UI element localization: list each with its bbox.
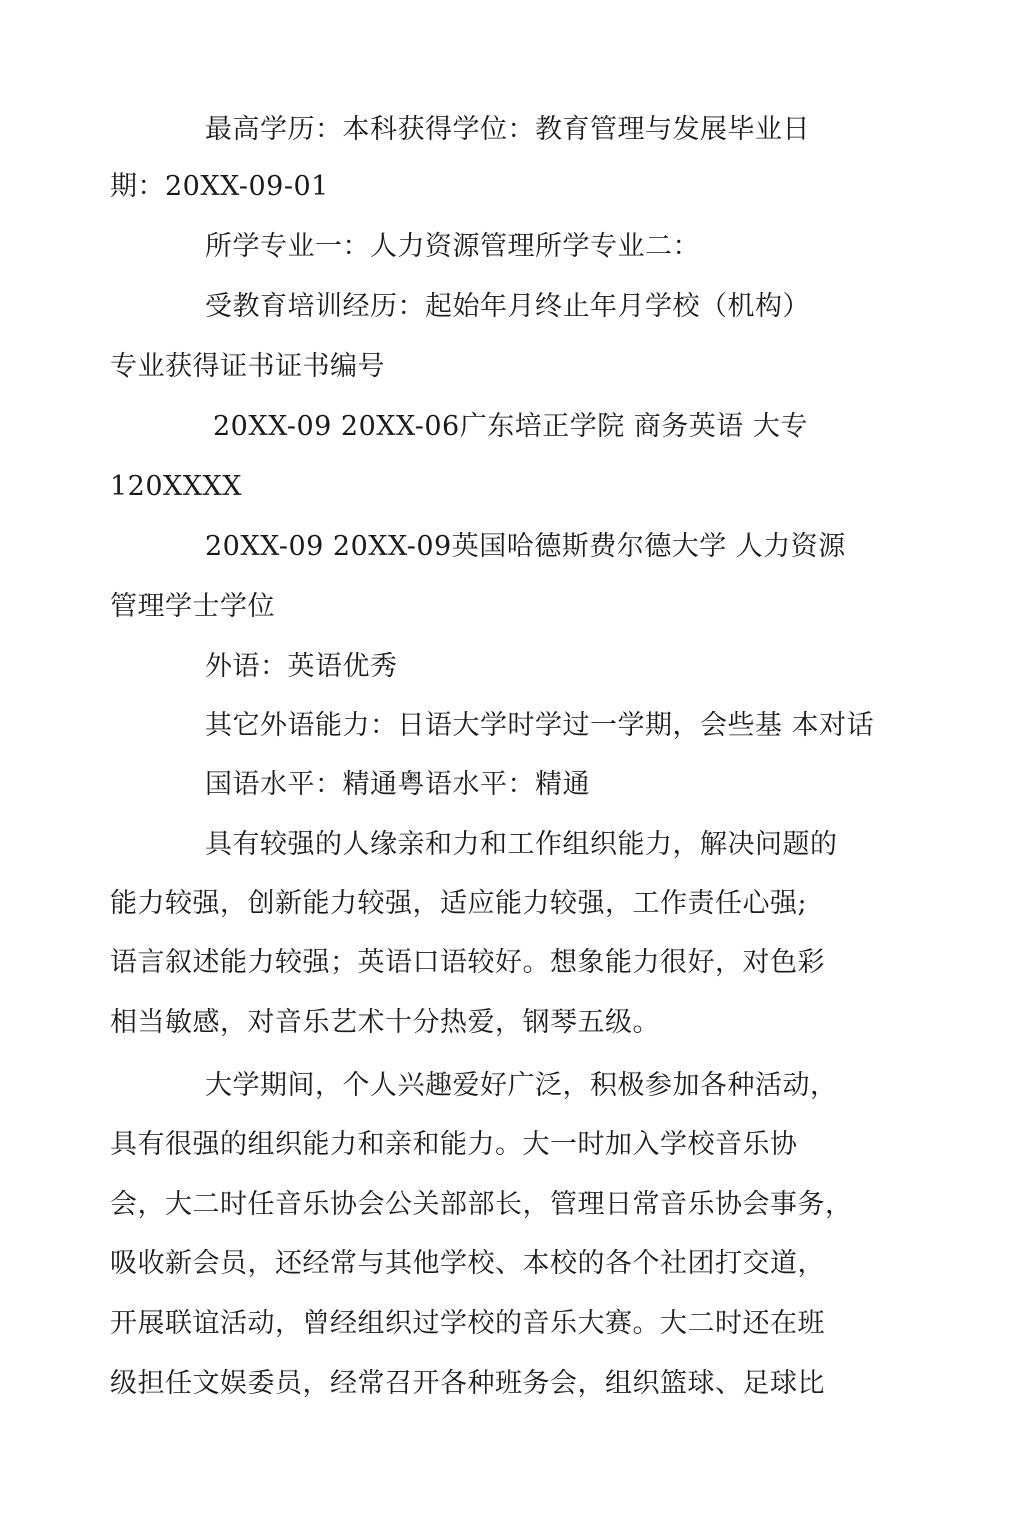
text-line-other-language: 其它外语能力：日语大学时学过一学期，会些基 本对话 <box>205 710 875 741</box>
text-line-training-header: 受教育培训经历：起始年月终止年月学校（机构） <box>205 291 810 322</box>
text-line-activities-4: 吸收新会员，还经常与其他学校、本校的各个社团打交道， <box>110 1248 825 1279</box>
text-line-activities-3: 会，大二时任音乐协会公关部部长，管理日常音乐协会事务， <box>110 1189 853 1220</box>
text-line-skills-2: 能力较强，创新能力较强，适应能力较强，工作责任心强; <box>110 888 808 919</box>
text-line-activities-2: 具有很强的组织能力和亲和能力。大一时加入学校音乐协 <box>110 1129 798 1160</box>
text-line-training-entry-2-cont: 管理学士学位 <box>110 591 275 622</box>
text-line-dialect-level: 国语水平：精通粤语水平：精通 <box>205 769 590 800</box>
text-line-activities-1: 大学期间，个人兴趣爱好广泛，积极参加各种活动， <box>205 1070 838 1101</box>
text-line-major: 所学专业一：人力资源管理所学专业二： <box>205 231 700 262</box>
text-line-training-entry-1-cont: 120XXXX <box>110 471 242 502</box>
text-line-skills-1: 具有较强的人缘亲和力和工作组织能力，解决问题的 <box>205 829 838 860</box>
text-line-skills-4: 相当敏感，对音乐艺术十分热爱，钢琴五级。 <box>110 1007 660 1038</box>
text-line-training-entry-1: 20XX-09 20XX-06广东培正学院 商务英语 大专 <box>213 411 808 442</box>
text-line-graduation-date: 期：20XX-09-01 <box>110 171 329 202</box>
text-line-activities-6: 级担任文娱委员，经常召开各种班务会，组织篮球、足球比 <box>110 1368 825 1399</box>
text-line-skills-3: 语言叙述能力较强；英语口语较好。想象能力很好，对色彩 <box>110 947 825 978</box>
text-line-training-entry-2: 20XX-09 20XX-09英国哈德斯费尔德大学 人力资源 <box>205 531 846 562</box>
text-line-training-header-cont: 专业获得证书证书编号 <box>110 351 385 382</box>
text-line-education: 最高学历：本科获得学位：教育管理与发展毕业日 <box>205 114 810 145</box>
text-line-foreign-language: 外语：英语优秀 <box>205 651 398 682</box>
text-line-activities-5: 开展联谊活动，曾经组织过学校的音乐大赛。大二时还在班 <box>110 1308 825 1339</box>
